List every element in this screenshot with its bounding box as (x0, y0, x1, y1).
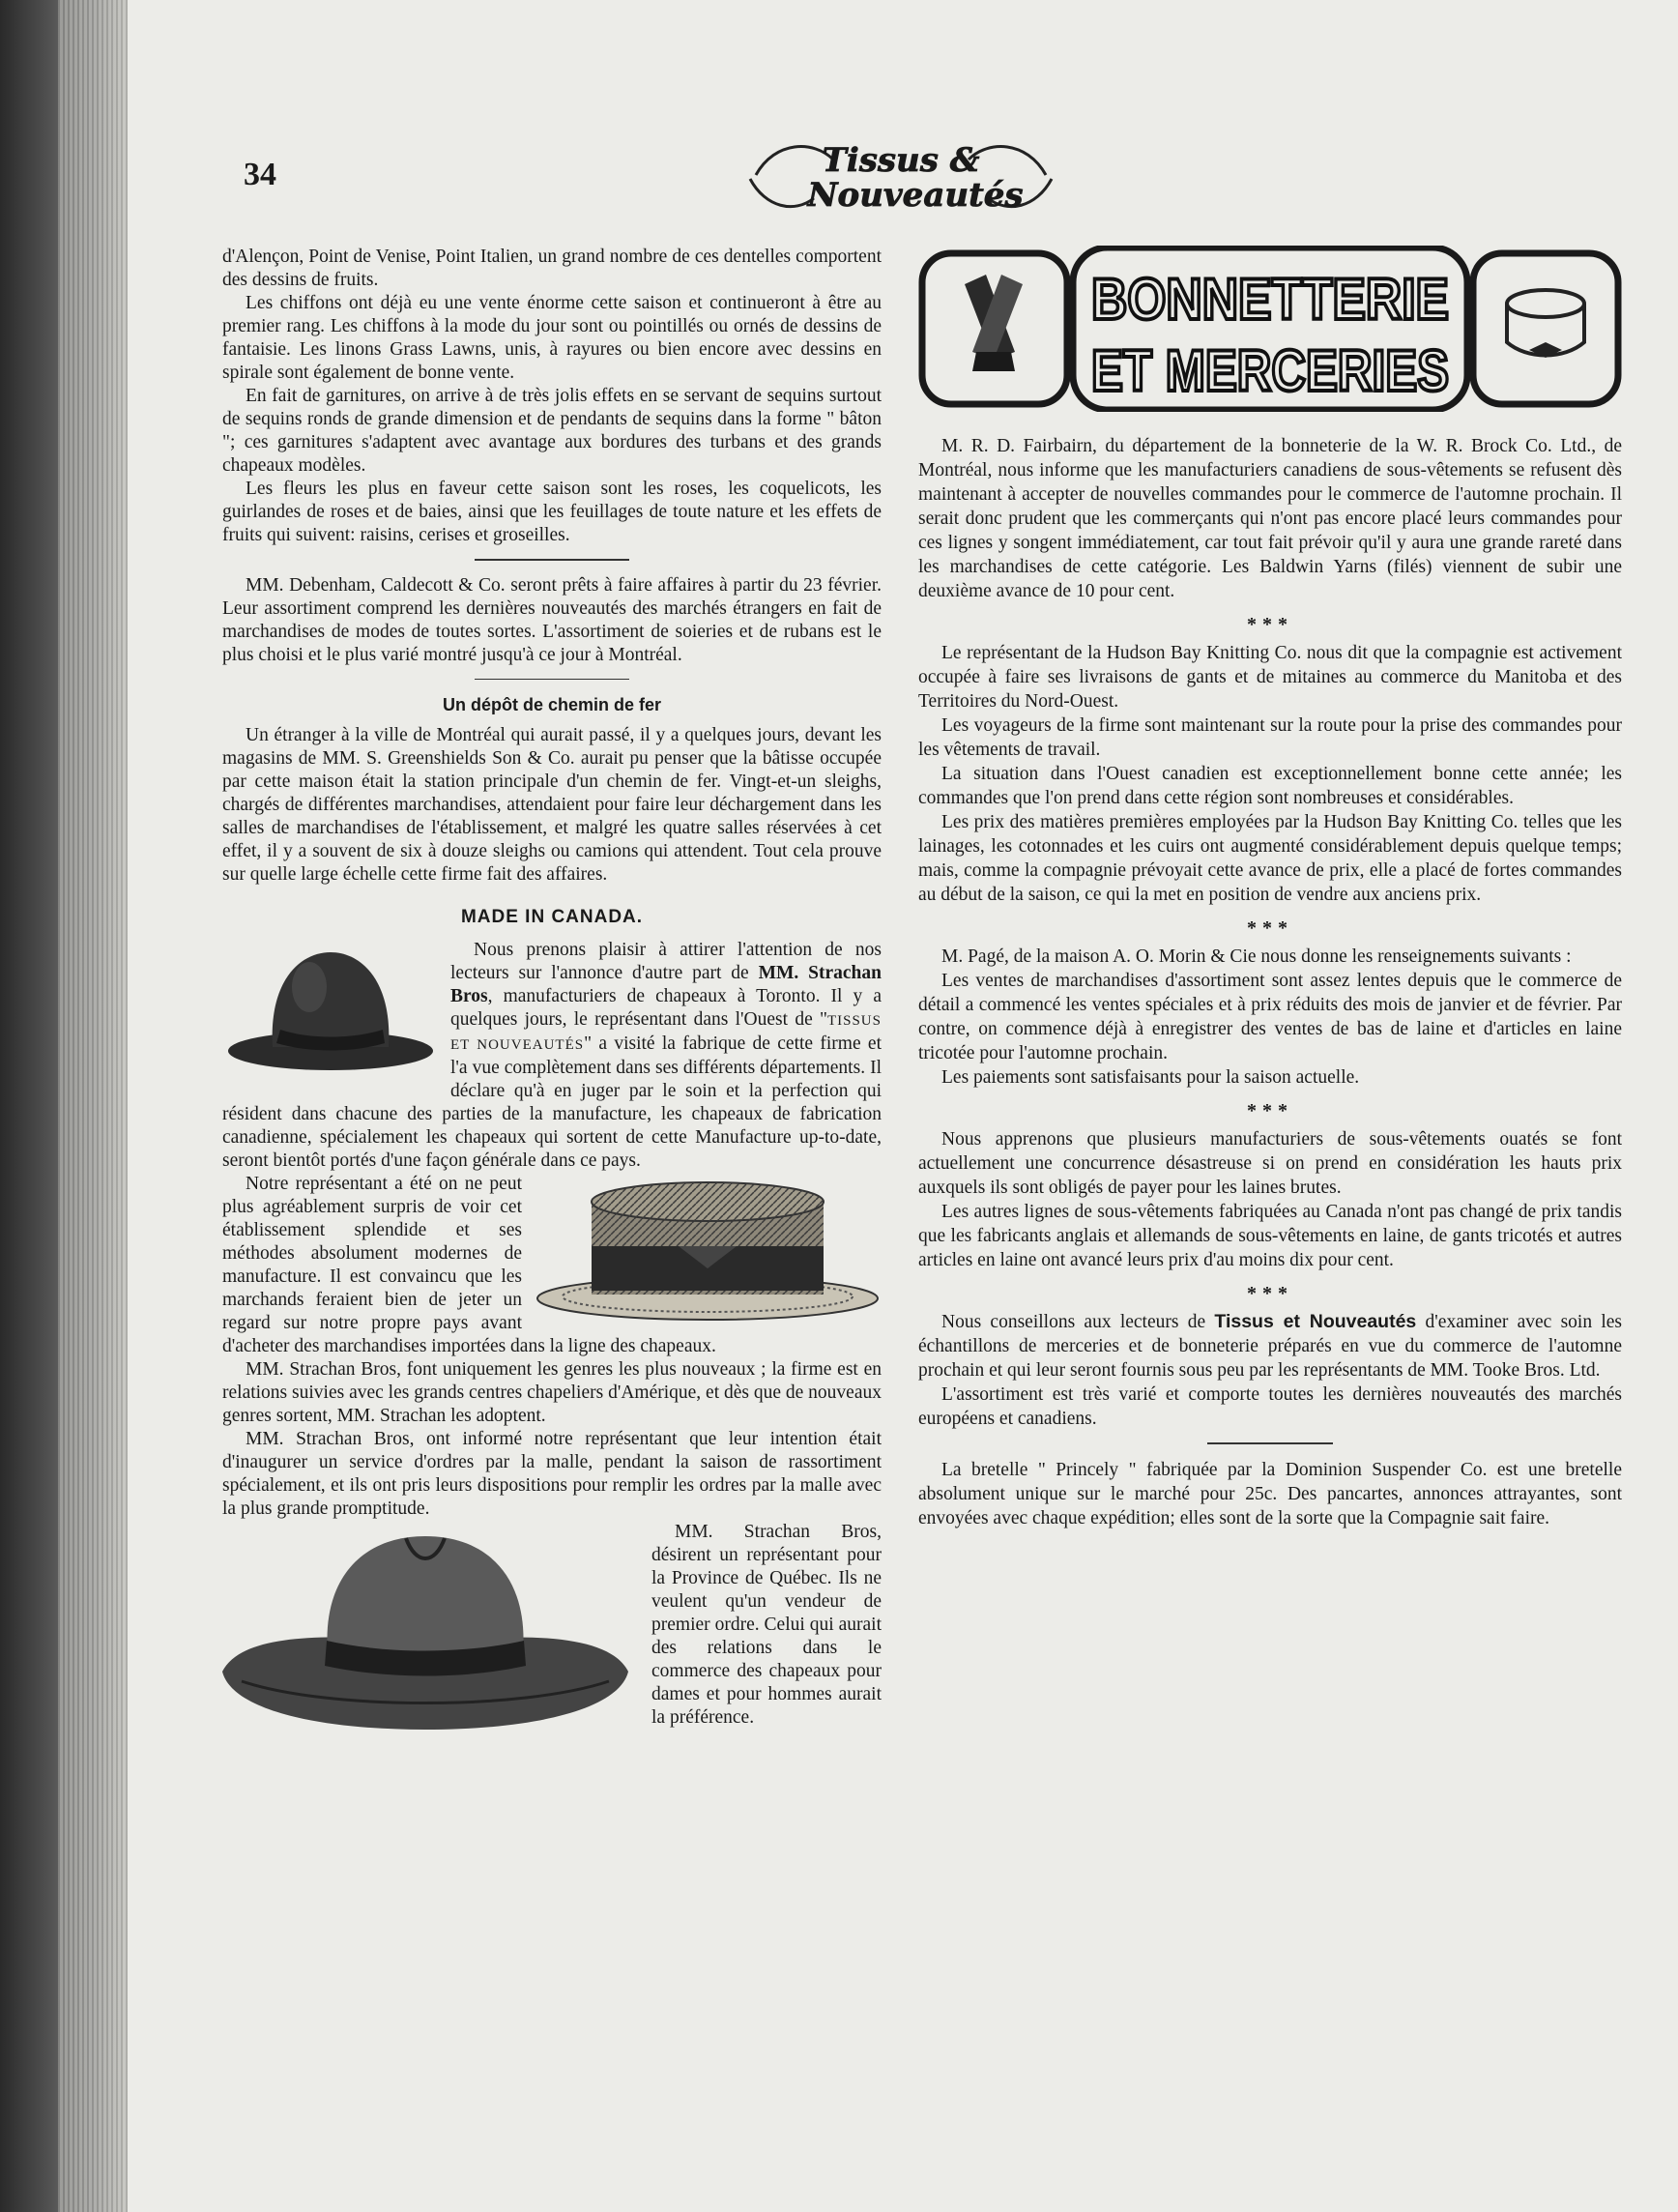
page-number: 34 (244, 157, 276, 192)
divider (475, 679, 629, 681)
mic-journal-name: TISSUS ET NOUVEAUTÉS (450, 1013, 882, 1053)
ouest-paragraph: La situation dans l'Ouest canadien est exceptionnellement bonne cette année; les commandes que l'on prend dans cette région sont nombreuses et considérables. (918, 764, 1622, 808)
left-column (222, 246, 882, 1753)
chiffons-paragraph: Les chiffons ont déjà eu une vente énorme cette saison et continueront à être au premier rang. Les chiffons à la mode du jour sont ou pointillés ou ornés de dessins de fantaisie. Les linons Grass Lawns, unis, à rayures ou bien encore avec dessins en spirale sont également de bonne vente. (222, 293, 882, 383)
fleurs-paragraph: Les fleurs les plus en faveur cette saison sont les roses, les coquelicots, les guirlandes de roses et de baies, ainsi que les feuillages de toute nature et les effets de fruits qui suivent: raisins, cerises et groseilles. (222, 479, 882, 545)
tooke-journal-name: Tissus et Nouveautés (1214, 1311, 1417, 1332)
fairbairn-paragraph: M. R. D. Fairbairn, du département de la bonneterie de la W. R. Brock Co. Ltd., de Montréal, nous informe que les manufacturiers canadiens de sous-vêtements se refusent dès maintenant à accepter de nouvelles commandes pour le commerce de l'automne prochain. Il serait donc prudent que les commerçants qui n'ont pas encore placé leurs commandes pour ces lignes y songent immédiatement, car tout fait prévoir qu'il y aura une grande rareté dans les marchandises de cette catégorie. Les Baldwin Yarns (filés) viennent de subir une deuxième avance de 10 pour cent. (918, 436, 1622, 601)
stars-divider: *** (1247, 1283, 1293, 1304)
garnitures-paragraph: En fait de garnitures, on arrive à de très jolis effets en se servant de sequins surtout de sequins ronds de grande dimension et de pendants de sequins dans la forme " bâton "; ces garnitures s'adaptent avec avantage aux bordures des turbans et des grands chapeaux modèles. (222, 386, 882, 476)
representant-quebec-paragraph: MM. Strachan Bros, désirent un représentant pour la Province de Québec. Ils ne veulent qu'un vendeur de premier ordre. Celui qui aurait des relations dans le commerce des chapeaux pour dames et pour hommes aurait la préférence. (651, 1522, 882, 1728)
page-morin-paragraph: M. Pagé, de la maison A. O. Morin & Cie nous donne les renseignements suivants : (941, 946, 1572, 967)
made-in-canada-heading: MADE IN CANADA. (460, 907, 644, 927)
paiements-paragraph: Les paiements sont satisfaisants pour la saison actuelle. (941, 1067, 1360, 1088)
gloves-icon (965, 275, 1023, 371)
mic-text-c: , manufacturiers de chapeaux à Toronto. Il y a quelques jours, le représentant dans l'Ouest de " (450, 986, 882, 1030)
depot-paragraph: Un étranger à la ville de Montréal qui aurait passé, il y a quelques jours, devant les magasins de MM. S. Greenshields Son & Co. aurait pu penser que la bâtisse occupée par cette maison était la station principale d'un chemin de fer. Vingt-et-un sleighs, chargés de différentes marchandises, attendaient pour faire leur déchargement dans les salles de marchandises de l'établissement, et malgré les quatre salles réservées à cet effet, il y a souvent de six à douze sleighs ou camions qui attendent. Tout cela prouve sur quelle large échelle cette firme fait des affaires. (222, 725, 882, 885)
mic-text-e: " a visité la fabrique de cette firme et l'a vue complètement dans ses différents départements. Il déclare qu'à en juger par le soin et la perfection qui résident dans chacune des parties de la manufacture, les chapeaux de fabrication canadienne, spécialement les chapeaux qui sortent de cette Manufacture up-to-date, seront bientôt portés d'une façon générale dans ce pays. (222, 1033, 882, 1171)
svg-text:Tissus &: Tissus & (822, 141, 980, 180)
masthead-logo (737, 131, 1065, 219)
bretelle-paragraph: La bretelle " Princely " fabriquée par la Dominion Suspender Co. est une bretelle absolument unique sur le marché pour 25c. Des pancartes, annonces attrayantes, sont envoyées avec chaque expédition; elles sont de la sorte que la Compagnie sait faire. (918, 1459, 1622, 1528)
ordres-paragraph: MM. Strachan Bros, ont informé notre représentant que leur intention était d'inaugurer un service d'ordres par la malle, pendant la saison de rassortiment spécialement, et ils ont pris leurs dispositions pour remplir les ordres par la malle avec la plus grande promptitude. (222, 1429, 882, 1519)
divider (475, 559, 629, 561)
tooke-text-a: Nous conseillons aux lecteurs de (941, 1312, 1215, 1332)
bowler-hat-image (222, 943, 439, 1078)
tooke-text-c: d'examiner avec soin les échantillons de merceries et de bonneterie préparés en vue du commerce de l'automne prochain et qui leur seront fournis sous peu par les représentants de MM. Tooke Bros. Ltd. (918, 1312, 1622, 1381)
wide-brim-felt-hat-image (213, 1527, 638, 1749)
voyageurs-paragraph: Les voyageurs de la firme sont maintenant sur la route pour la prise des commandes pour les vêtements de travail. (918, 715, 1622, 760)
sous-vetements-paragraph: Nous apprenons que plusieurs manufacturiers de sous-vêtements ouatés se font actuellement une concurrence désastreuse si on prend en considération les hauts prix auxquels ils sont obligés de payer pour les laines brutes. (918, 1129, 1622, 1198)
page-edges (58, 0, 135, 2212)
banner-line1: BONNETTERIE (1091, 267, 1449, 332)
hudson-bay-paragraph: Le représentant de la Hudson Bay Knitting Co. nous dit que la compagnie est activement occupée à faire ses livraisons de gants et de mitaines au commerce du Manitoba et des Territoires du Nord-Ouest. (918, 643, 1622, 712)
assortiment-paragraph: L'assortiment est très varié et comporte toutes les dernières nouveautés des marchés européens et canadiens. (918, 1384, 1622, 1429)
bonnetterie-banner (918, 246, 1622, 412)
debenham-paragraph: MM. Debenham, Caldecott & Co. seront prêts à faire affaires à partir du 23 février. Leur assortiment comprend les dernières nouveautés des marchés étrangers en fait de marchandises de modes de toutes sortes. L'assortiment de soieries et de rubans est le plus choisi et le plus varié montré jusqu'à ce jour à Montréal. (222, 574, 882, 665)
lace-paragraph: d'Alençon, Point de Venise, Point Italien, un grand nombre de ces dentelles comportent des dessins de fruits. (222, 247, 882, 290)
mic-strachan: MM. Strachan Bros (450, 963, 882, 1006)
mic-text-a: Nous prenons plaisir à attirer l'attention de nos lecteurs sur l'annonce d'autre part de (450, 940, 882, 983)
collar-icon (1507, 290, 1584, 358)
representant-paragraph: Notre représentant a été on ne peut plus agréablement surpris de voir cet établissement splendide et ses méthodes absolument modernes de manufacture. Il est convaincu que les marchands feraient bien de jeter un regard sur notre propre pays avant d'acheter des marchandises importées dans la ligne des chapeaux. (222, 1174, 716, 1356)
genres-paragraph: MM. Strachan Bros, font uniquement les genres les plus nouveaux ; la firme est en relations suivies avec les grands centres chapeliers d'Amérique, et dès que de nouveaux genres sortent, MM. Strachan les adoptent. (222, 1359, 882, 1426)
prix-paragraph: Les prix des matières premières employées par la Hudson Bay Knitting Co. telles que les lainages, les cotonnades et les cuirs ont augmenté considérablement depuis quelque temps; mais, comme la compagnie prévoyait cette avance de prix, elle a placé de fortes commandes au début de la saison, ce qui la met en position de vendre aux anciens prix. (918, 812, 1622, 905)
divider (1207, 1442, 1333, 1444)
straw-boater-hat-image (534, 1177, 882, 1322)
magazine-page (128, 0, 1678, 2212)
depot-heading: Un dépôt de chemin de fer (442, 695, 662, 714)
tooke-paragraph (918, 1310, 1622, 1382)
stars-divider: *** (1247, 614, 1293, 635)
stars-divider: *** (1247, 917, 1293, 939)
svg-text:Nouveautés: Nouveautés (807, 176, 1024, 215)
stars-divider: *** (1247, 1100, 1293, 1121)
autres-lignes-paragraph: Les autres lignes de sous-vêtements fabriquées au Canada n'ont pas changé de prix tandis que les fabricants anglais et allemands de sous-vêtements en laine, de gants tricotés et autres articles en laine ont avancé leurs prix d'au moins dix pour cent. (918, 1202, 1622, 1270)
right-column (918, 246, 1622, 1530)
banner-line2: ET MERCERIES (1091, 338, 1449, 403)
ventes-paragraph: Les ventes de marchandises d'assortiment sont assez lentes depuis que le commerce de détail a commencé les ventes spéciales et à prix réduits des mois de janvier et de février. Par contre, on commence déjà à enregistrer des ventes de bas de laine et d'articles en laine tricotée pour l'automne prochain. (918, 971, 1622, 1063)
